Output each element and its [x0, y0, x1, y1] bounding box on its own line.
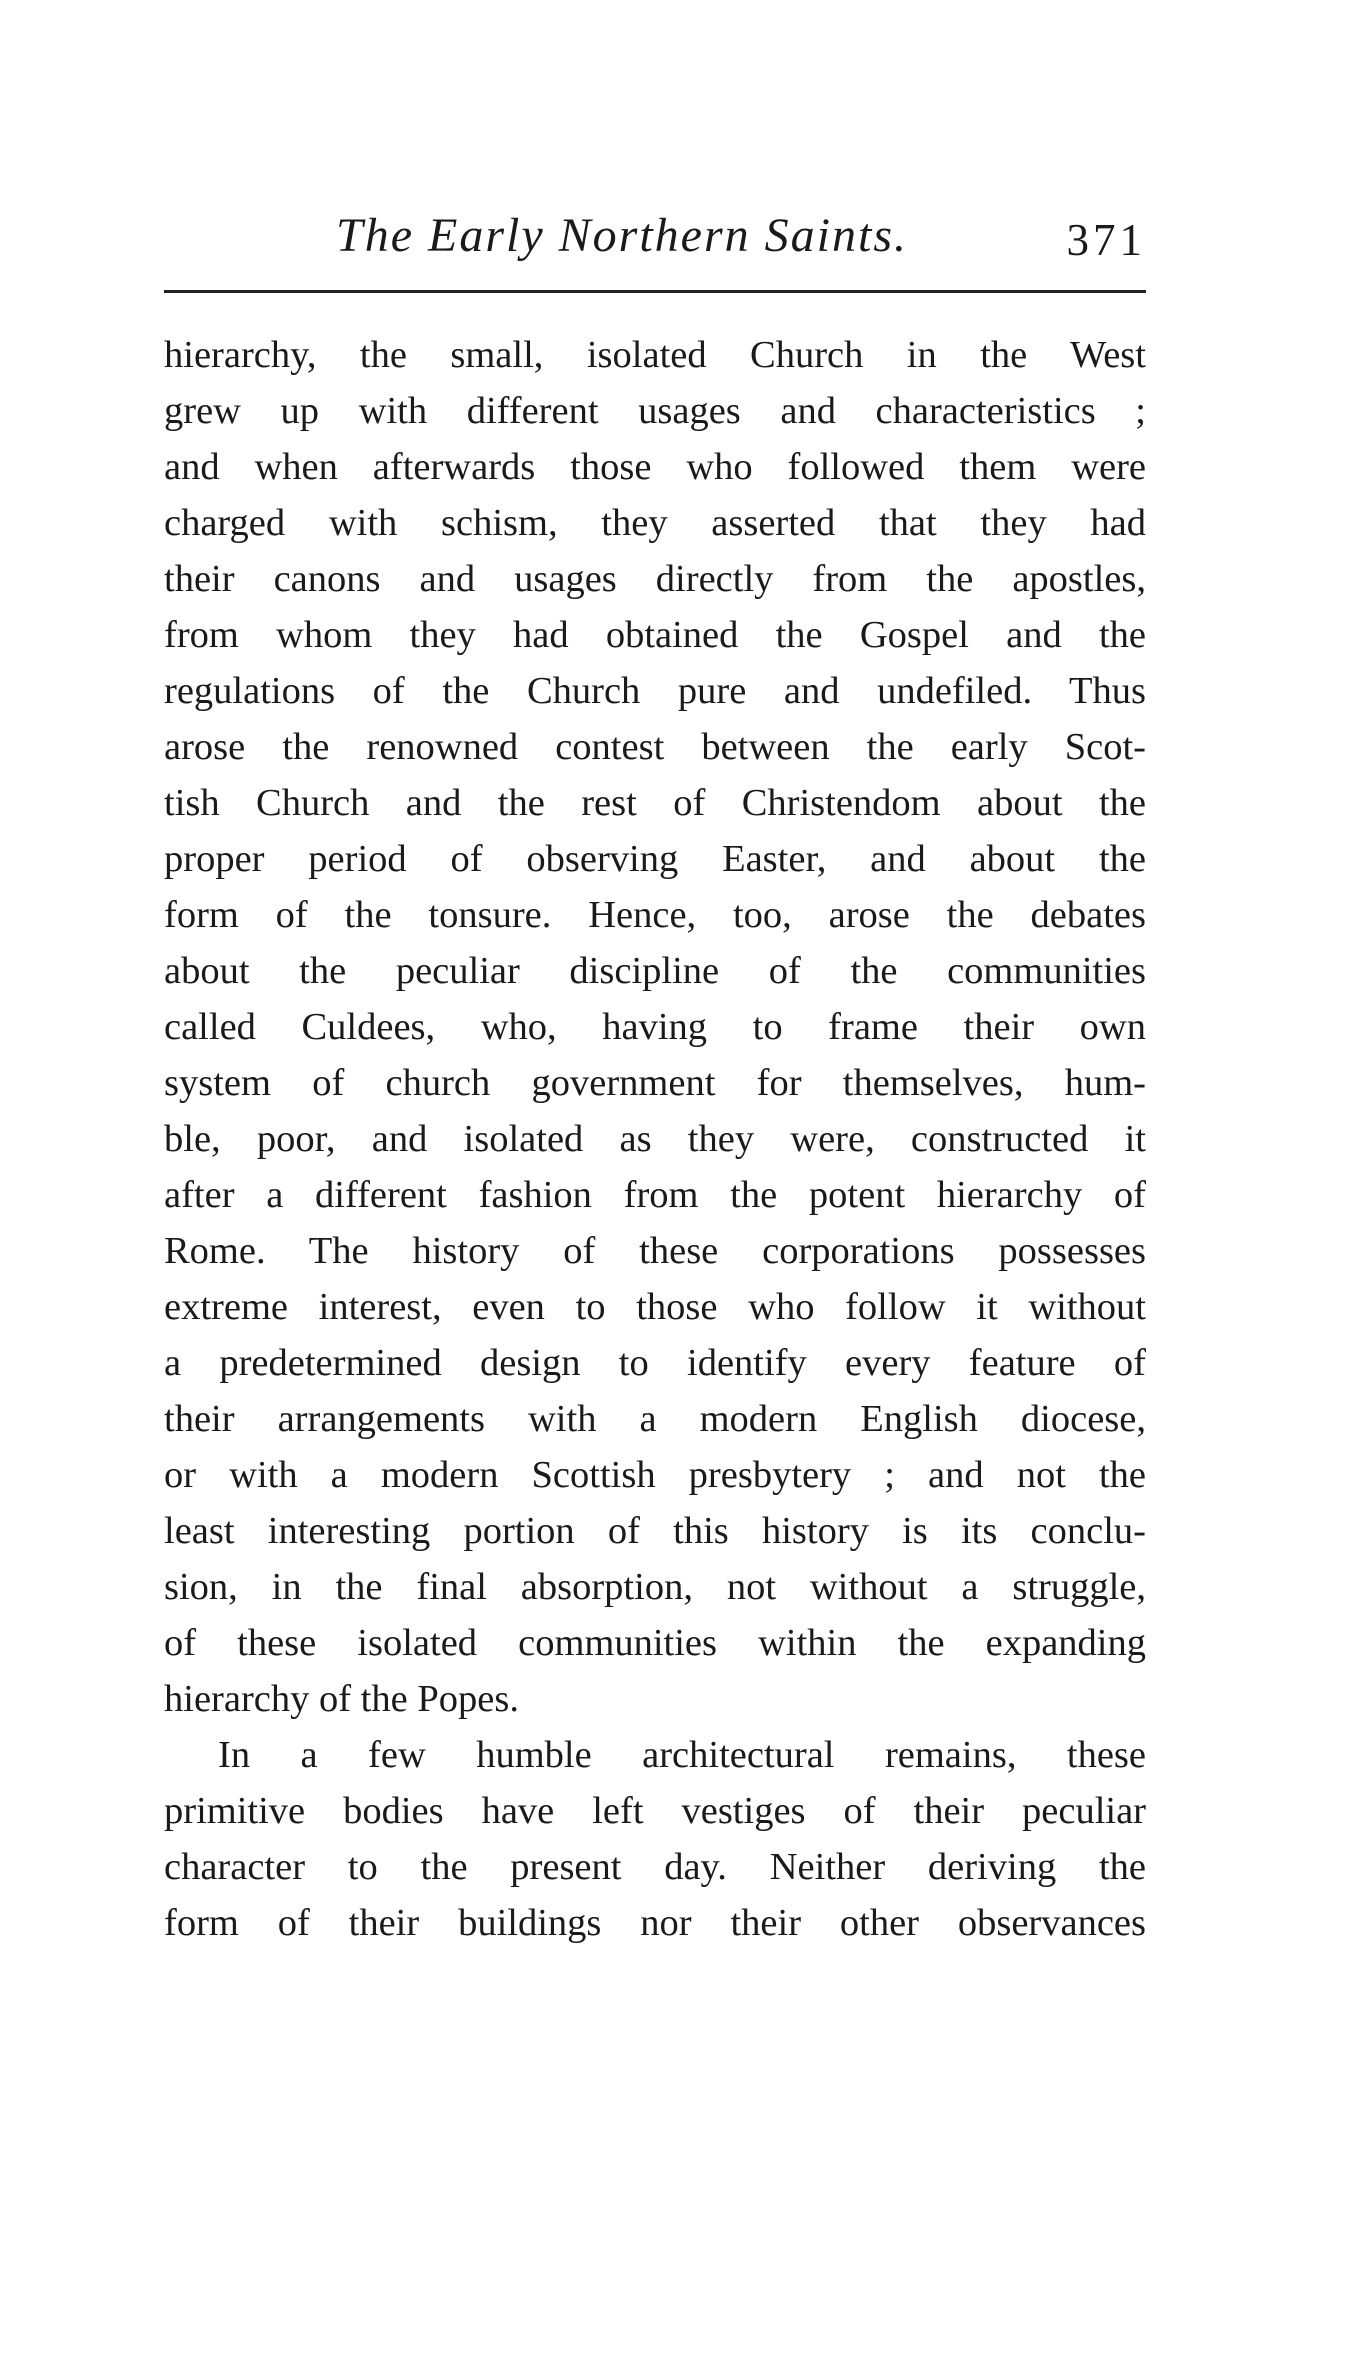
text-line: called Culdees, who, having to frame their own: [164, 1006, 1146, 1048]
text-line: primitive bodies have left vestiges of their peculiar: [164, 1790, 1146, 1832]
page-header: [164, 200, 1146, 293]
text-line: Rome. The history of these corporations possesses: [164, 1230, 1146, 1272]
text-line: extreme interest, even to those who follow it without: [164, 1286, 1146, 1328]
text-line: In a few humble architectural remains, these: [218, 1734, 1146, 1776]
text-line: ble, poor, and isolated as they were, constructed it: [164, 1118, 1146, 1160]
text-line: a predetermined design to identify every feature of: [164, 1342, 1146, 1384]
text-line: from whom they had obtained the Gospel and the: [164, 614, 1146, 656]
text-line: hierarchy of the Popes.: [164, 1678, 519, 1720]
text-line: form of their buildings nor their other observances: [164, 1902, 1146, 1944]
text-line: their arrangements with a modern English diocese,: [164, 1398, 1146, 1440]
text-line: charged with schism, they asserted that they had: [164, 502, 1146, 544]
text-line: character to the present day. Neither deriving the: [164, 1846, 1146, 1888]
text-line: regulations of the Church pure and undefiled. Thus: [164, 670, 1146, 712]
text-line: sion, in the final absorption, not without a struggle,: [164, 1566, 1146, 1608]
text-line: about the peculiar discipline of the communities: [164, 950, 1146, 992]
text-line: and when afterwards those who followed them were: [164, 446, 1146, 488]
text-line: grew up with different usages and characteristics ;: [164, 390, 1146, 432]
running-title: The Early Northern Saints.: [336, 209, 909, 262]
body-text: [164, 327, 1146, 1951]
text-line: of these isolated communities within the expanding: [164, 1622, 1146, 1664]
text-line: hierarchy, the small, isolated Church in the West: [164, 334, 1146, 376]
text-line: or with a modern Scottish presbytery ; and not the: [164, 1454, 1146, 1496]
text-line: their canons and usages directly from the apostles,: [164, 558, 1146, 600]
text-line: form of the tonsure. Hence, too, arose the debates: [164, 894, 1146, 936]
text-line: system of church government for themselves, hum-: [164, 1062, 1146, 1104]
text-line: proper period of observing Easter, and about the: [164, 838, 1146, 880]
text-line: tish Church and the rest of Christendom about the: [164, 782, 1146, 824]
text-line: after a different fashion from the potent hierarchy of: [164, 1174, 1146, 1216]
text-line: arose the renowned contest between the early Scot-: [164, 726, 1146, 768]
page-number: 371: [1066, 215, 1146, 265]
text-line: least interesting portion of this history is its conclu-: [164, 1510, 1146, 1552]
